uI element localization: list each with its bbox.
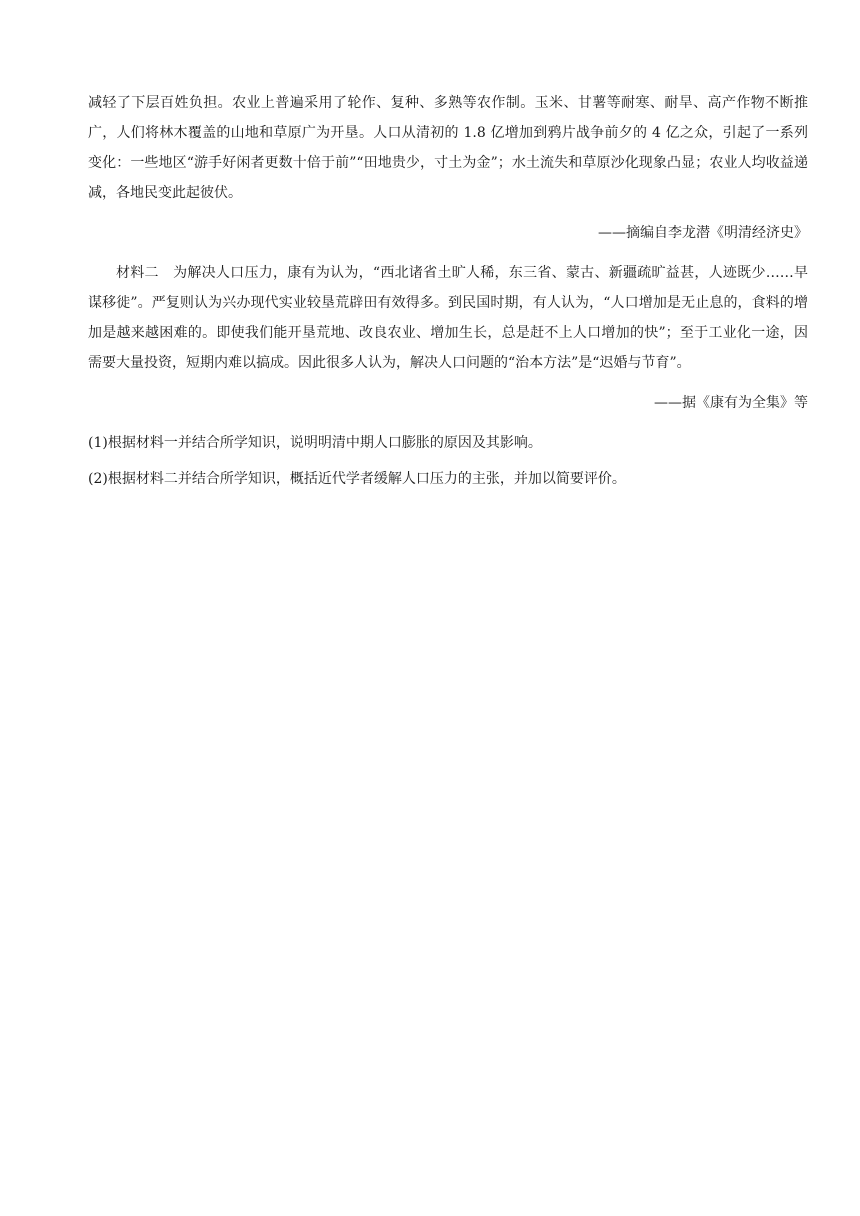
question-2 xyxy=(88,464,808,494)
question-2-text: (2)根据材料二并结合所学知识，概括近代学者缓解人口压力的主张，并加以简要评价。 xyxy=(88,471,626,487)
material-two-source: ——据《康有为全集》等 xyxy=(654,395,808,411)
material-one-source: ——摘编自李龙潜《明清经济史》 xyxy=(598,225,808,241)
material-one-continuation: 减轻了下层百姓负担。农业上普遍采用了轮作、复种、多熟等农作制。玉米、甘薯等耐寒、耐旱、高产作物不断推广，人们将林木覆盖的山地和草原广为开垦。人口从清初的 1.8 亿增加到鸦片战争前夕的 4 亿之众，引起了一系列变化：一些地区“游手好闲者更数十倍于前”“田地贵少，寸土为金”；水土流失和草原沙化现象凸显；农业人均收益递减，各地民变此起彼伏。 xyxy=(88,95,808,201)
question-1 xyxy=(88,428,808,458)
question-1-text: (1)根据材料一并结合所学知识，说明明清中期人口膨胀的原因及其影响。 xyxy=(88,435,542,451)
document-page xyxy=(88,88,808,500)
material-two-text: 材料二 为解决人口压力，康有为认为，“西北诸省土旷人稀，东三省、蒙古、新疆疏旷益甚，人迹既少……早谋移徙”。严复则认为兴办现代实业较垦荒辟田有效得多。到民国时期，有人认为，“人口增加是无止息的，食料的增加是越来越困难的。即使我们能开垦荒地、改良农业、增加生长，总是赶不上人口增加的快”；至于工业化一途，因需要大量投资，短期内难以搞成。因此很多人认为，解决人口问题的“治本方法”是“迟婚与节育”。 xyxy=(88,265,808,371)
